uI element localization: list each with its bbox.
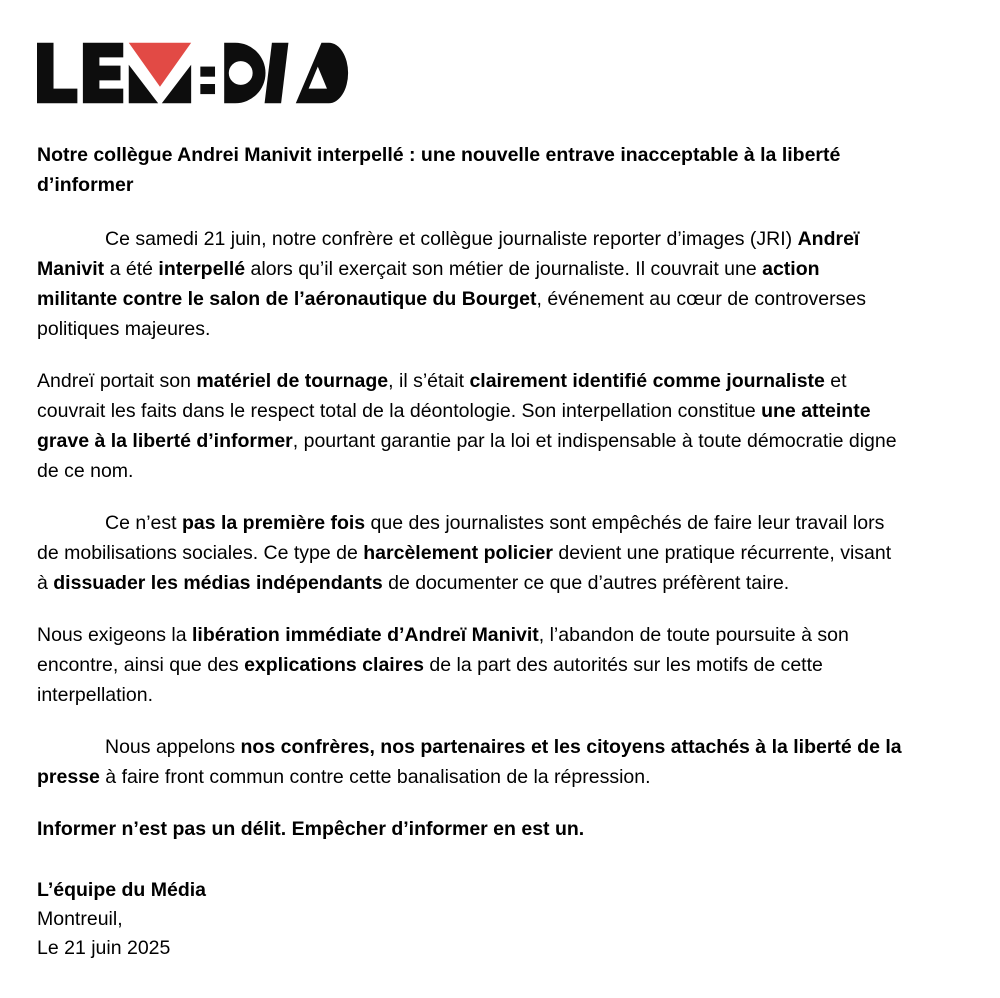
bold-run: une atteinte grave à la liberté d’informer <box>37 400 871 452</box>
paragraph <box>37 732 905 792</box>
logo-letter-e2-top-dash <box>200 67 215 77</box>
headline: Notre collègue Andrei Manivit interpellé : une nouvelle entrave inacceptable à la liberté d’informer <box>37 144 841 196</box>
signature-block <box>37 876 905 963</box>
text-run: Andreï portait son <box>37 370 197 392</box>
text-run: de documenter ce que d’autres préfèrent taire. <box>382 572 790 594</box>
bold-run: libération immédiate d’Andreï Manivit <box>192 624 539 646</box>
text-run: , l’abandon de toute poursuite à son encontre, ainsi que des <box>37 624 849 676</box>
text-run: Nous appelons <box>105 736 241 758</box>
le-media-logo-graphic <box>37 40 349 106</box>
text-run: , il s’était <box>388 370 470 392</box>
logo-letter-l <box>37 43 77 104</box>
logo-letter-i <box>265 43 289 104</box>
logo-letter-e <box>83 43 123 104</box>
bold-run: explications claires <box>244 654 424 676</box>
text-run: , événement au cœur de controverses politiques majeures. <box>37 288 866 340</box>
paragraph <box>37 620 905 710</box>
document-body <box>37 224 905 844</box>
text-run: devient une pratique récurrente, visant à <box>37 542 892 594</box>
le-media-logo <box>37 40 349 106</box>
logo-letter-e2-bottom-dash <box>200 84 215 94</box>
text-run: à faire front commun contre cette banalisation de la répression. <box>99 766 651 788</box>
paragraph <box>37 224 905 344</box>
text-run: , pourtant garantie par la loi et indispensable à toute démocratie digne de ce nom. <box>37 430 897 482</box>
bold-run: Andreï Manivit <box>37 228 860 280</box>
text-run: a été <box>104 258 159 280</box>
signature-team: L’équipe du Média <box>37 879 207 901</box>
paragraph <box>37 366 905 486</box>
paragraph <box>37 814 905 844</box>
bold-run: matériel de tournage <box>196 370 389 392</box>
bold-run: interpellé <box>158 258 246 280</box>
bold-run: action militante contre le salon de l’aéronautique du Bourget <box>37 258 820 310</box>
bold-run: Informer n’est pas un délit. Empêcher d’informer en est un. <box>37 818 585 840</box>
text-run: alors qu’il exerçait son métier de journaliste. Il couvrait une <box>245 258 763 280</box>
bold-run: clairement identifié comme journaliste <box>469 370 825 392</box>
signature-date: Le 21 juin 2025 <box>37 937 171 959</box>
logo-letter-d-counter <box>229 61 253 85</box>
text-run: Ce n’est <box>105 512 182 534</box>
logo-letter-a <box>296 43 348 104</box>
signature-city: Montreuil, <box>37 908 123 930</box>
bold-run: harcèlement policier <box>363 542 553 564</box>
text-run: de la part des autorités sur les motifs de cette interpellation. <box>37 654 823 706</box>
text-run: Ce samedi 21 juin, notre confrère et collègue journaliste reporter d’images (JRI) <box>105 228 798 250</box>
paragraph <box>37 508 905 598</box>
bold-run: nos confrères, nos partenaires et les citoyens attachés à la liberté de la presse <box>37 736 902 788</box>
text-run: Nous exigeons la <box>37 624 193 646</box>
bold-run: dissuader les médias indépendants <box>53 572 383 594</box>
text-run: et couvrait les faits dans le respect total de la déontologie. Son interpellation constitue <box>37 370 847 422</box>
text-run: que des journalistes sont empêchés de faire leur travail lors de mobilisations sociales. Ce type de <box>37 512 885 564</box>
bold-run: pas la première fois <box>181 512 366 534</box>
